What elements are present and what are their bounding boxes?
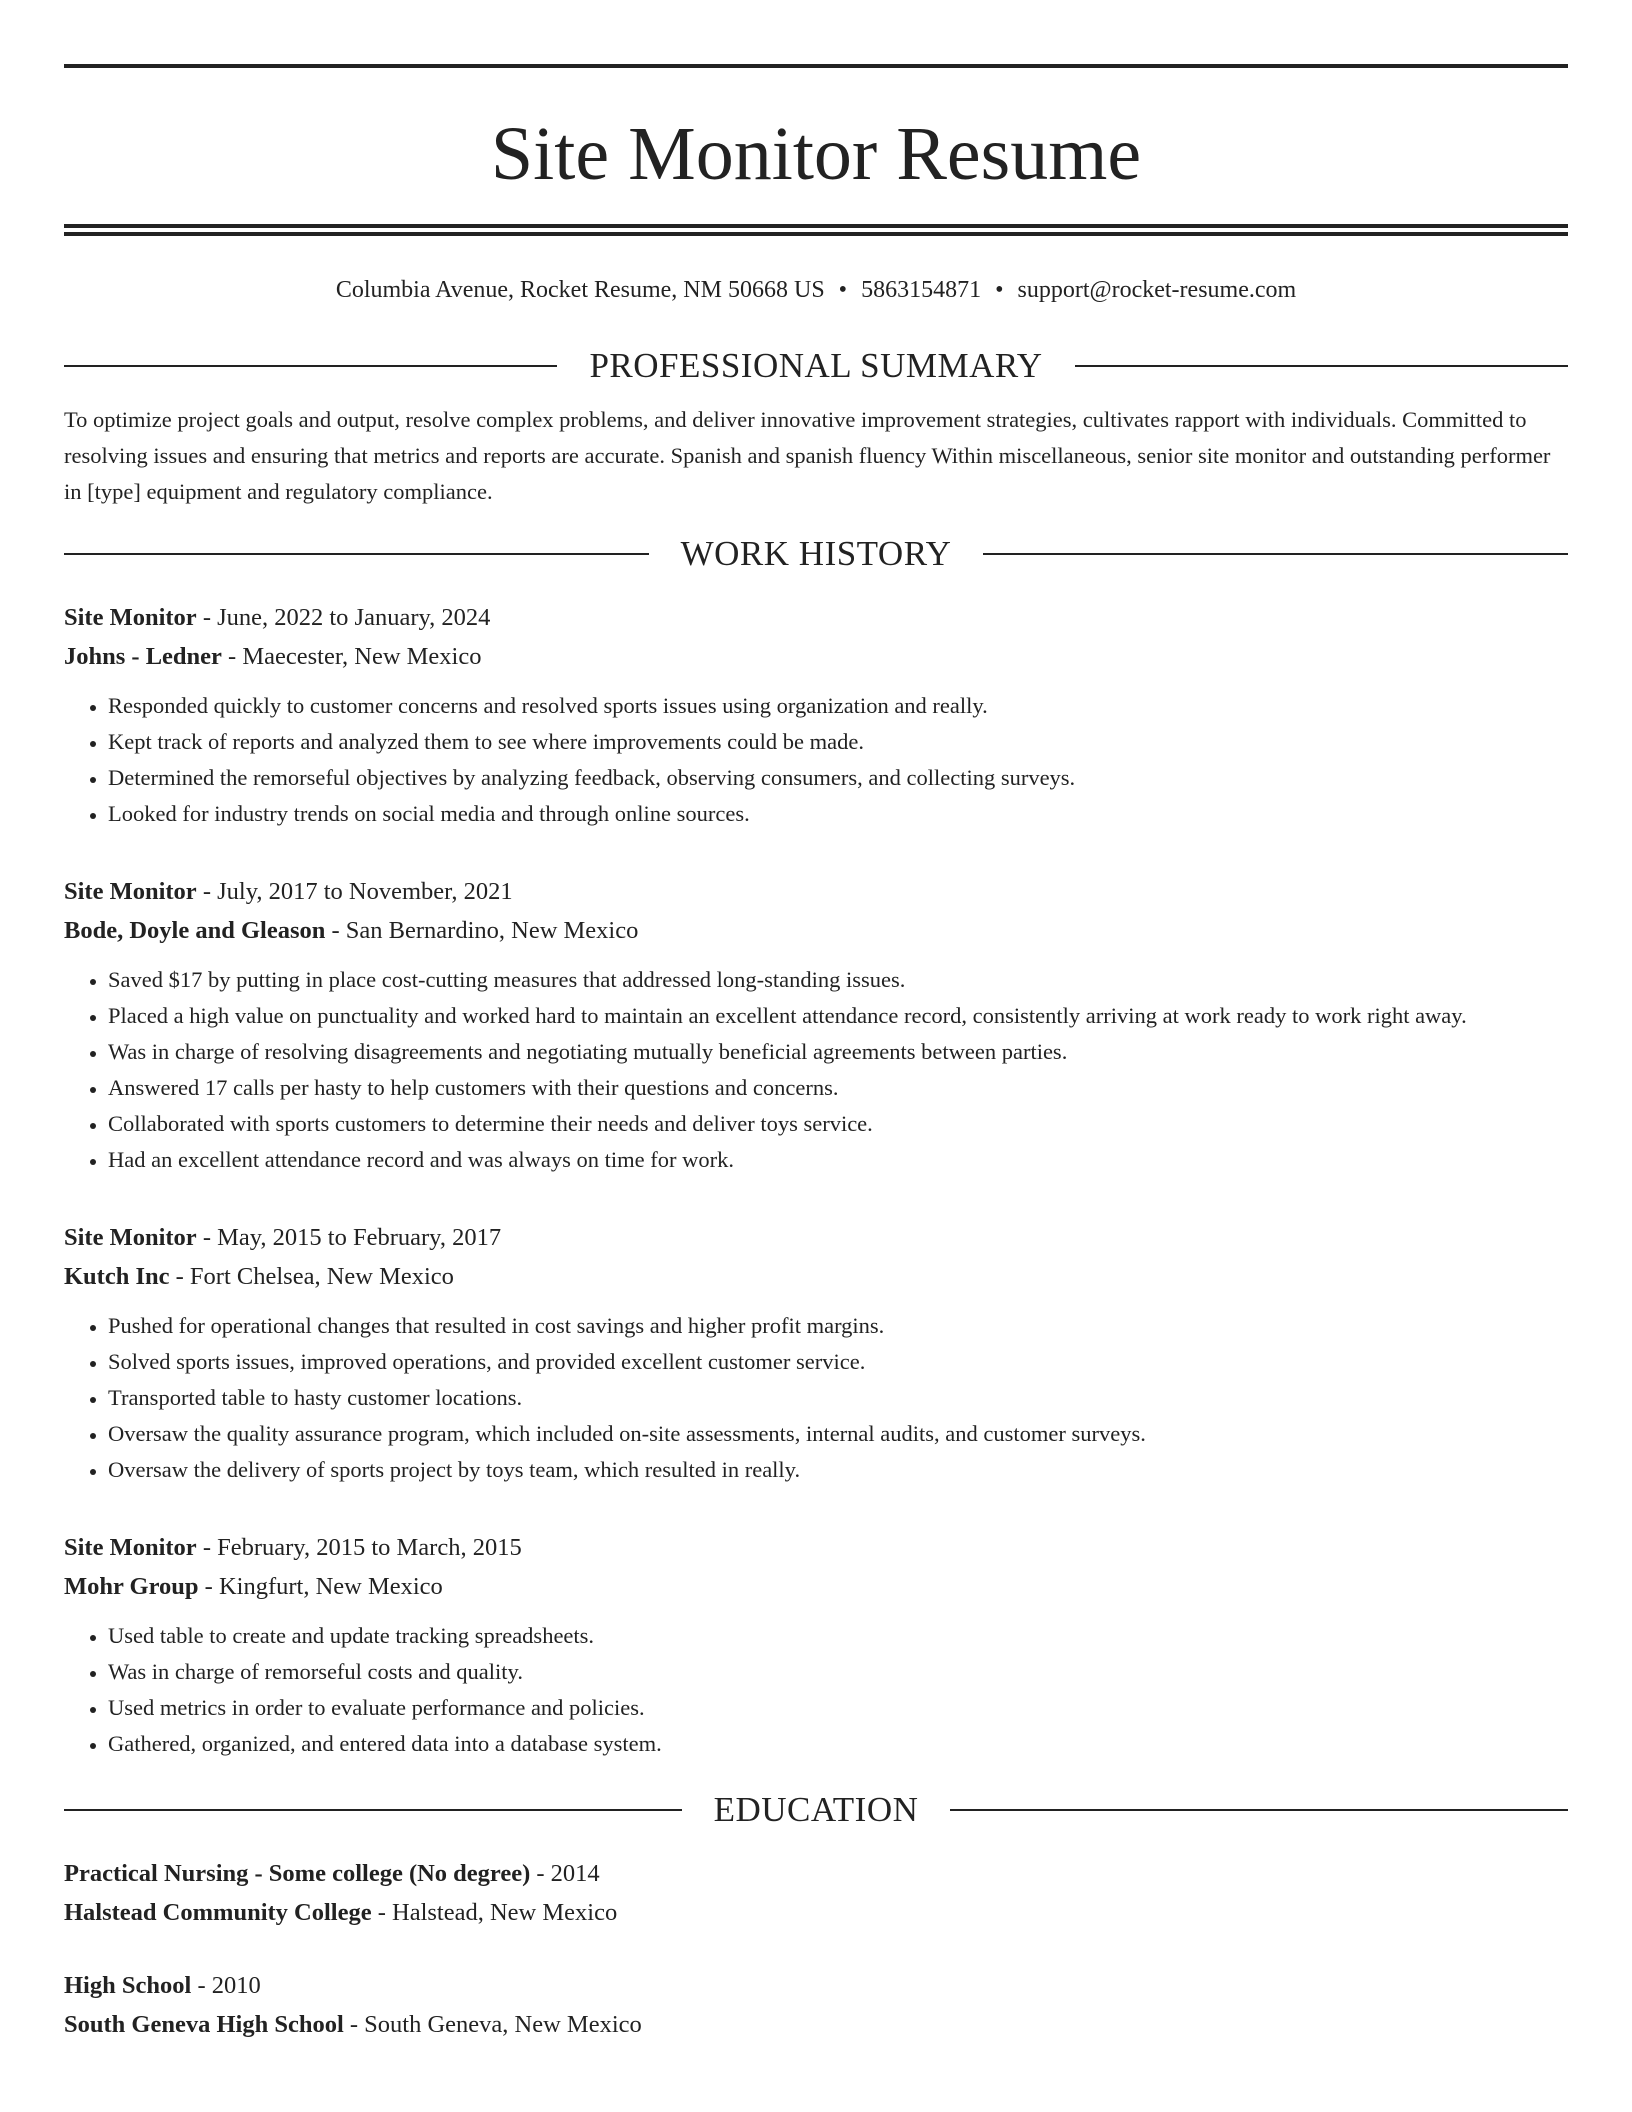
job-title-line bbox=[64, 872, 1568, 911]
job-bullet: • Determined the remorseful objectives by analyzing feedback, observing consumers, and collecting surveys. bbox=[108, 760, 1568, 796]
heading-rule-right bbox=[950, 1809, 1568, 1811]
education-year: - 2014 bbox=[530, 1860, 600, 1887]
education-school: Halstead Community College bbox=[64, 1899, 372, 1926]
heading-rule-left bbox=[64, 553, 649, 555]
education-entry bbox=[64, 1966, 1568, 2044]
heading-rule-right bbox=[983, 553, 1568, 555]
job-title: Site Monitor bbox=[64, 604, 197, 631]
job-company: Bode, Doyle and Gleason bbox=[64, 917, 326, 944]
work-history-list bbox=[64, 598, 1568, 1762]
job-bullet: • Was in charge of remorseful costs and quality. bbox=[108, 1654, 1568, 1690]
job-dates: - June, 2022 to January, 2024 bbox=[196, 604, 491, 631]
job-dates: - July, 2017 to November, 2021 bbox=[196, 878, 513, 905]
job-company-line bbox=[64, 637, 1568, 676]
job-title: Site Monitor bbox=[64, 878, 197, 905]
contact-separator: • bbox=[995, 277, 1004, 303]
job-bullet: • Oversaw the quality assurance program, which included on-site assessments, internal audits, and customer surveys. bbox=[108, 1416, 1568, 1452]
section-heading-education bbox=[64, 1790, 1568, 1830]
job-bullet: • Had an excellent attendance record and was always on time for work. bbox=[108, 1142, 1568, 1178]
resume-page bbox=[64, 64, 1568, 2044]
education-degree-line bbox=[64, 1966, 1568, 2005]
job-company-line bbox=[64, 911, 1568, 950]
job-bullet: • Looked for industry trends on social media and through online sources. bbox=[108, 796, 1568, 832]
job-location: - Kingfurt, New Mexico bbox=[198, 1573, 443, 1600]
contact-separator: • bbox=[838, 277, 848, 303]
job-bullet: • Pushed for operational changes that resulted in cost savings and higher profit margins. bbox=[108, 1308, 1568, 1344]
job-entry bbox=[64, 598, 1568, 832]
job-bullets bbox=[64, 688, 1568, 832]
job-bullet: • Was in charge of resolving disagreements and negotiating mutually beneficial agreements between parties. bbox=[108, 1034, 1568, 1070]
job-company-line bbox=[64, 1567, 1568, 1606]
section-heading-label: PROFESSIONAL SUMMARY bbox=[589, 346, 1043, 385]
heading-rule-left bbox=[64, 365, 557, 367]
job-location: - San Bernardino, New Mexico bbox=[325, 917, 639, 944]
job-title-line bbox=[64, 1528, 1568, 1567]
job-company: Kutch Inc bbox=[64, 1263, 170, 1290]
job-bullet: • Kept track of reports and analyzed them to see where improvements could be made. bbox=[108, 724, 1568, 760]
education-entry bbox=[64, 1854, 1568, 1932]
education-year: - 2010 bbox=[191, 1972, 261, 1999]
job-bullet: • Saved $17 by putting in place cost-cutting measures that addressed long-standing issues. bbox=[108, 962, 1568, 998]
education-location: - South Geneva, New Mexico bbox=[343, 2011, 642, 2038]
job-bullet: • Gathered, organized, and entered data into a database system. bbox=[108, 1726, 1568, 1762]
education-school-line bbox=[64, 1893, 1568, 1932]
job-bullet: • Used metrics in order to evaluate performance and policies. bbox=[108, 1690, 1568, 1726]
job-title: Site Monitor bbox=[64, 1224, 197, 1251]
job-bullets bbox=[64, 1308, 1568, 1488]
section-heading-summary bbox=[64, 346, 1568, 386]
job-title-line bbox=[64, 598, 1568, 637]
summary-text: To optimize project goals and output, resolve complex problems, and deliver innovative improvement strategies, cultivates rapport with individuals. Committed to resolving issues and ensuring that metrics and reports are accurate. Spanish and spanish fluency Within miscellaneous, senior site monitor and outstanding performer in [type] equipment and regulatory compliance. bbox=[64, 407, 1551, 504]
job-company: Mohr Group bbox=[64, 1573, 199, 1600]
education-location: - Halstead, New Mexico bbox=[371, 1899, 618, 1926]
job-company-line bbox=[64, 1257, 1568, 1296]
contact-line bbox=[64, 274, 1568, 306]
job-bullet: • Answered 17 calls per hasty to help customers with their questions and concerns. bbox=[108, 1070, 1568, 1106]
job-bullet: • Oversaw the delivery of sports project by toys team, which resulted in really. bbox=[108, 1452, 1568, 1488]
job-bullets bbox=[64, 962, 1568, 1178]
top-rule bbox=[64, 64, 1568, 68]
contact-phone: 5863154871 bbox=[861, 277, 982, 303]
job-bullet: • Transported table to hasty customer locations. bbox=[108, 1380, 1568, 1416]
education-degree: Practical Nursing - Some college (No degree) bbox=[64, 1860, 531, 1887]
job-company: Johns - Ledner bbox=[64, 643, 222, 670]
job-bullets bbox=[64, 1618, 1568, 1762]
resume-title: Site Monitor Resume bbox=[490, 112, 1142, 196]
contact-email: support@rocket-resume.com bbox=[1017, 277, 1297, 303]
job-title-line bbox=[64, 1218, 1568, 1257]
education-school-line bbox=[64, 2005, 1568, 2044]
heading-rule-right bbox=[1075, 365, 1568, 367]
job-bullet: • Solved sports issues, improved operations, and provided excellent customer service. bbox=[108, 1344, 1568, 1380]
title-double-rule bbox=[64, 224, 1568, 236]
job-entry bbox=[64, 1528, 1568, 1762]
section-heading-label: EDUCATION bbox=[713, 1790, 919, 1829]
job-dates: - February, 2015 to March, 2015 bbox=[196, 1534, 522, 1561]
contact-address: Columbia Avenue, Rocket Resume, NM 50668 US bbox=[335, 277, 825, 303]
education-list bbox=[64, 1854, 1568, 2044]
job-bullet: • Responded quickly to customer concerns and resolved sports issues using organization and really. bbox=[108, 688, 1568, 724]
education-degree: High School bbox=[64, 1972, 192, 1999]
job-location: - Maecester, New Mexico bbox=[221, 643, 482, 670]
job-title: Site Monitor bbox=[64, 1534, 197, 1561]
education-school: South Geneva High School bbox=[64, 2011, 344, 2038]
education-degree-line bbox=[64, 1854, 1568, 1893]
job-dates: - May, 2015 to February, 2017 bbox=[196, 1224, 502, 1251]
job-bullet: • Collaborated with sports customers to determine their needs and deliver toys service. bbox=[108, 1106, 1568, 1142]
job-bullet: • Placed a high value on punctuality and worked hard to maintain an excellent attendance record, consistently arriving at work ready to work right away. bbox=[108, 998, 1568, 1034]
job-entry bbox=[64, 1218, 1568, 1488]
job-entry bbox=[64, 872, 1568, 1178]
section-heading-work bbox=[64, 534, 1568, 574]
job-location: - Fort Chelsea, New Mexico bbox=[169, 1263, 454, 1290]
section-heading-label: WORK HISTORY bbox=[680, 534, 952, 573]
heading-rule-left bbox=[64, 1809, 682, 1811]
job-bullet: • Used table to create and update tracking spreadsheets. bbox=[108, 1618, 1568, 1654]
